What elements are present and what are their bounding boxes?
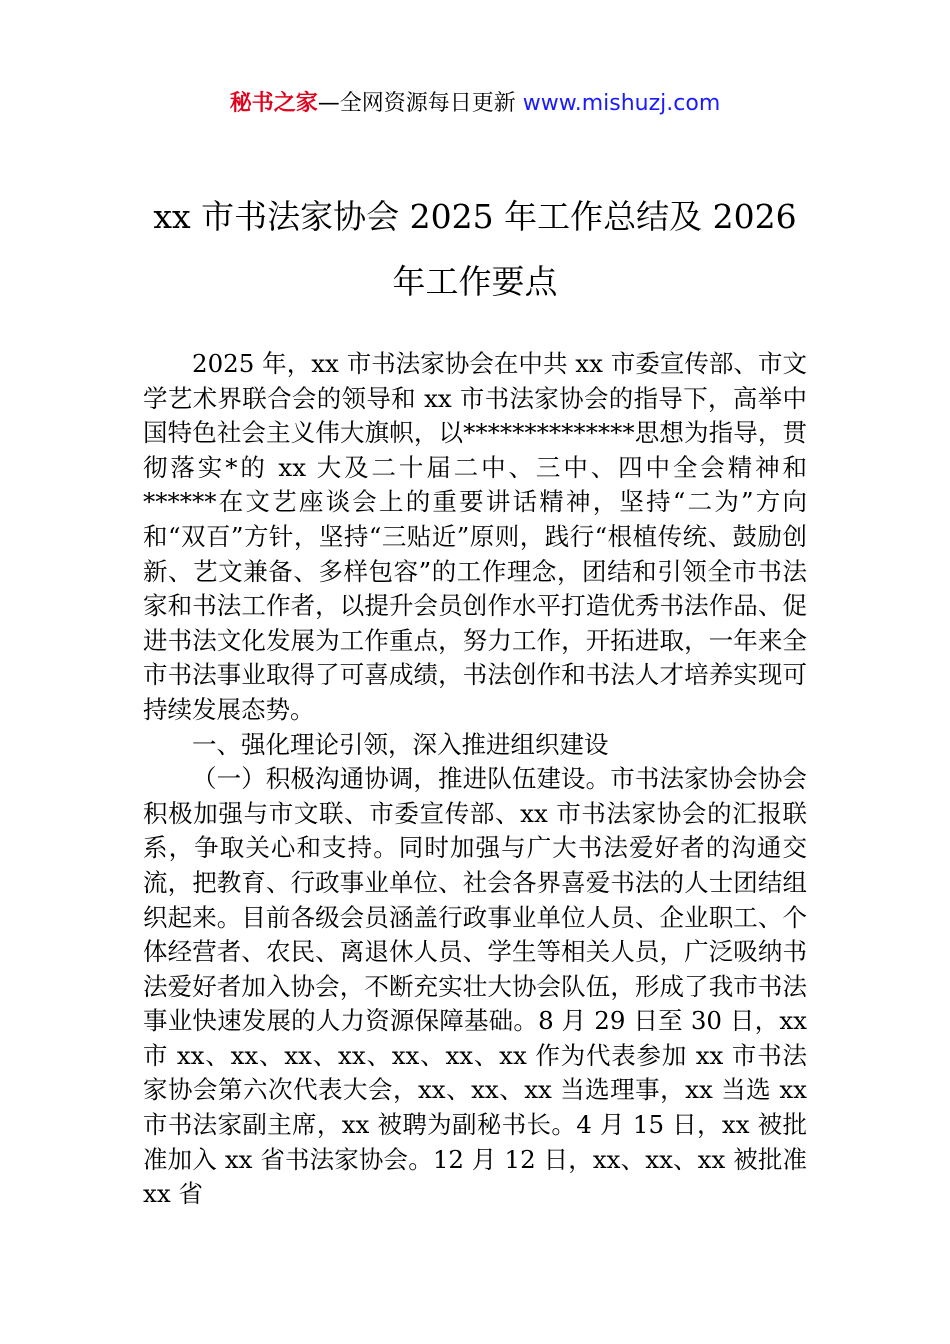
site-brand: 秘书之家: [229, 91, 318, 116]
site-banner: [0, 88, 950, 120]
section-heading-1: 一、强化理论引领，深入推进组织建设: [192, 729, 609, 759]
document-title: [100, 184, 850, 314]
site-url-link[interactable]: www.mishuzj.com: [522, 91, 721, 116]
title-line-2: 年工作要点: [392, 262, 558, 301]
subsection-paragraph-1: （一）积极沟通协调，推进队伍建设。市书法家协会协会积极加强与市文联、市委宣传部、xx 市书法家协会的汇报联系，争取关心和支持。同时加强与广大书法爱好者的沟通交流，把教育、行政事业单位、社会各界喜爱书法的人士团结组织起来。目前各级会员涵盖行政事业单位人员、企业职工、个体经营者、农民、离退休人员、学生等相关人员，广泛吸纳书法爱好者加入协会，不断充实壮大协会队伍，形成了我市书法事业快速发展的人力资源保障基础。8 月 29 日至 30 日，xx 市 xx、xx、xx、xx、xx、xx、xx 作为代表参加 xx 市书法家协会第六次代表大会，xx、xx、xx 当选理事，xx 当选 xx 市书法家副主席，xx 被聘为副秘书长。4 月 15 日，xx 被批准加入 xx 省书法家协会。12 月 12 日，xx、xx、xx 被批准 xx 省: [143, 764, 807, 1209]
site-tagline: —全网资源每日更新: [317, 91, 516, 116]
intro-paragraph: 2025 年，xx 市书法家协会在中共 xx 市委宣传部、市文学艺术界联合会的领导和 xx 市书法家协会的指导下，高举中国特色社会主义伟大旗帜，以**************思想为指导，贯彻落实*的 xx 大及二十届二中、三中、四中全会精神和******在文艺座谈会上的重要讲话精神，坚持“二为”方向和“双百”方针，坚持“三贴近”原则，践行“根植传统、鼓励创新、艺文兼备、多样包容”的工作理念，团结和引领全市书法家和书法工作者，以提升会员创作水平打造优秀书法作品、促进书法文化发展为工作重点，努力工作，开拓进取，一年来全市书法事业取得了可喜成绩，书法创作和书法人才培养实现可持续发展态势。: [143, 349, 807, 724]
title-line-1: xx 市书法家协会 2025 年工作总结及 2026: [153, 197, 797, 236]
document-body: [143, 347, 807, 1212]
